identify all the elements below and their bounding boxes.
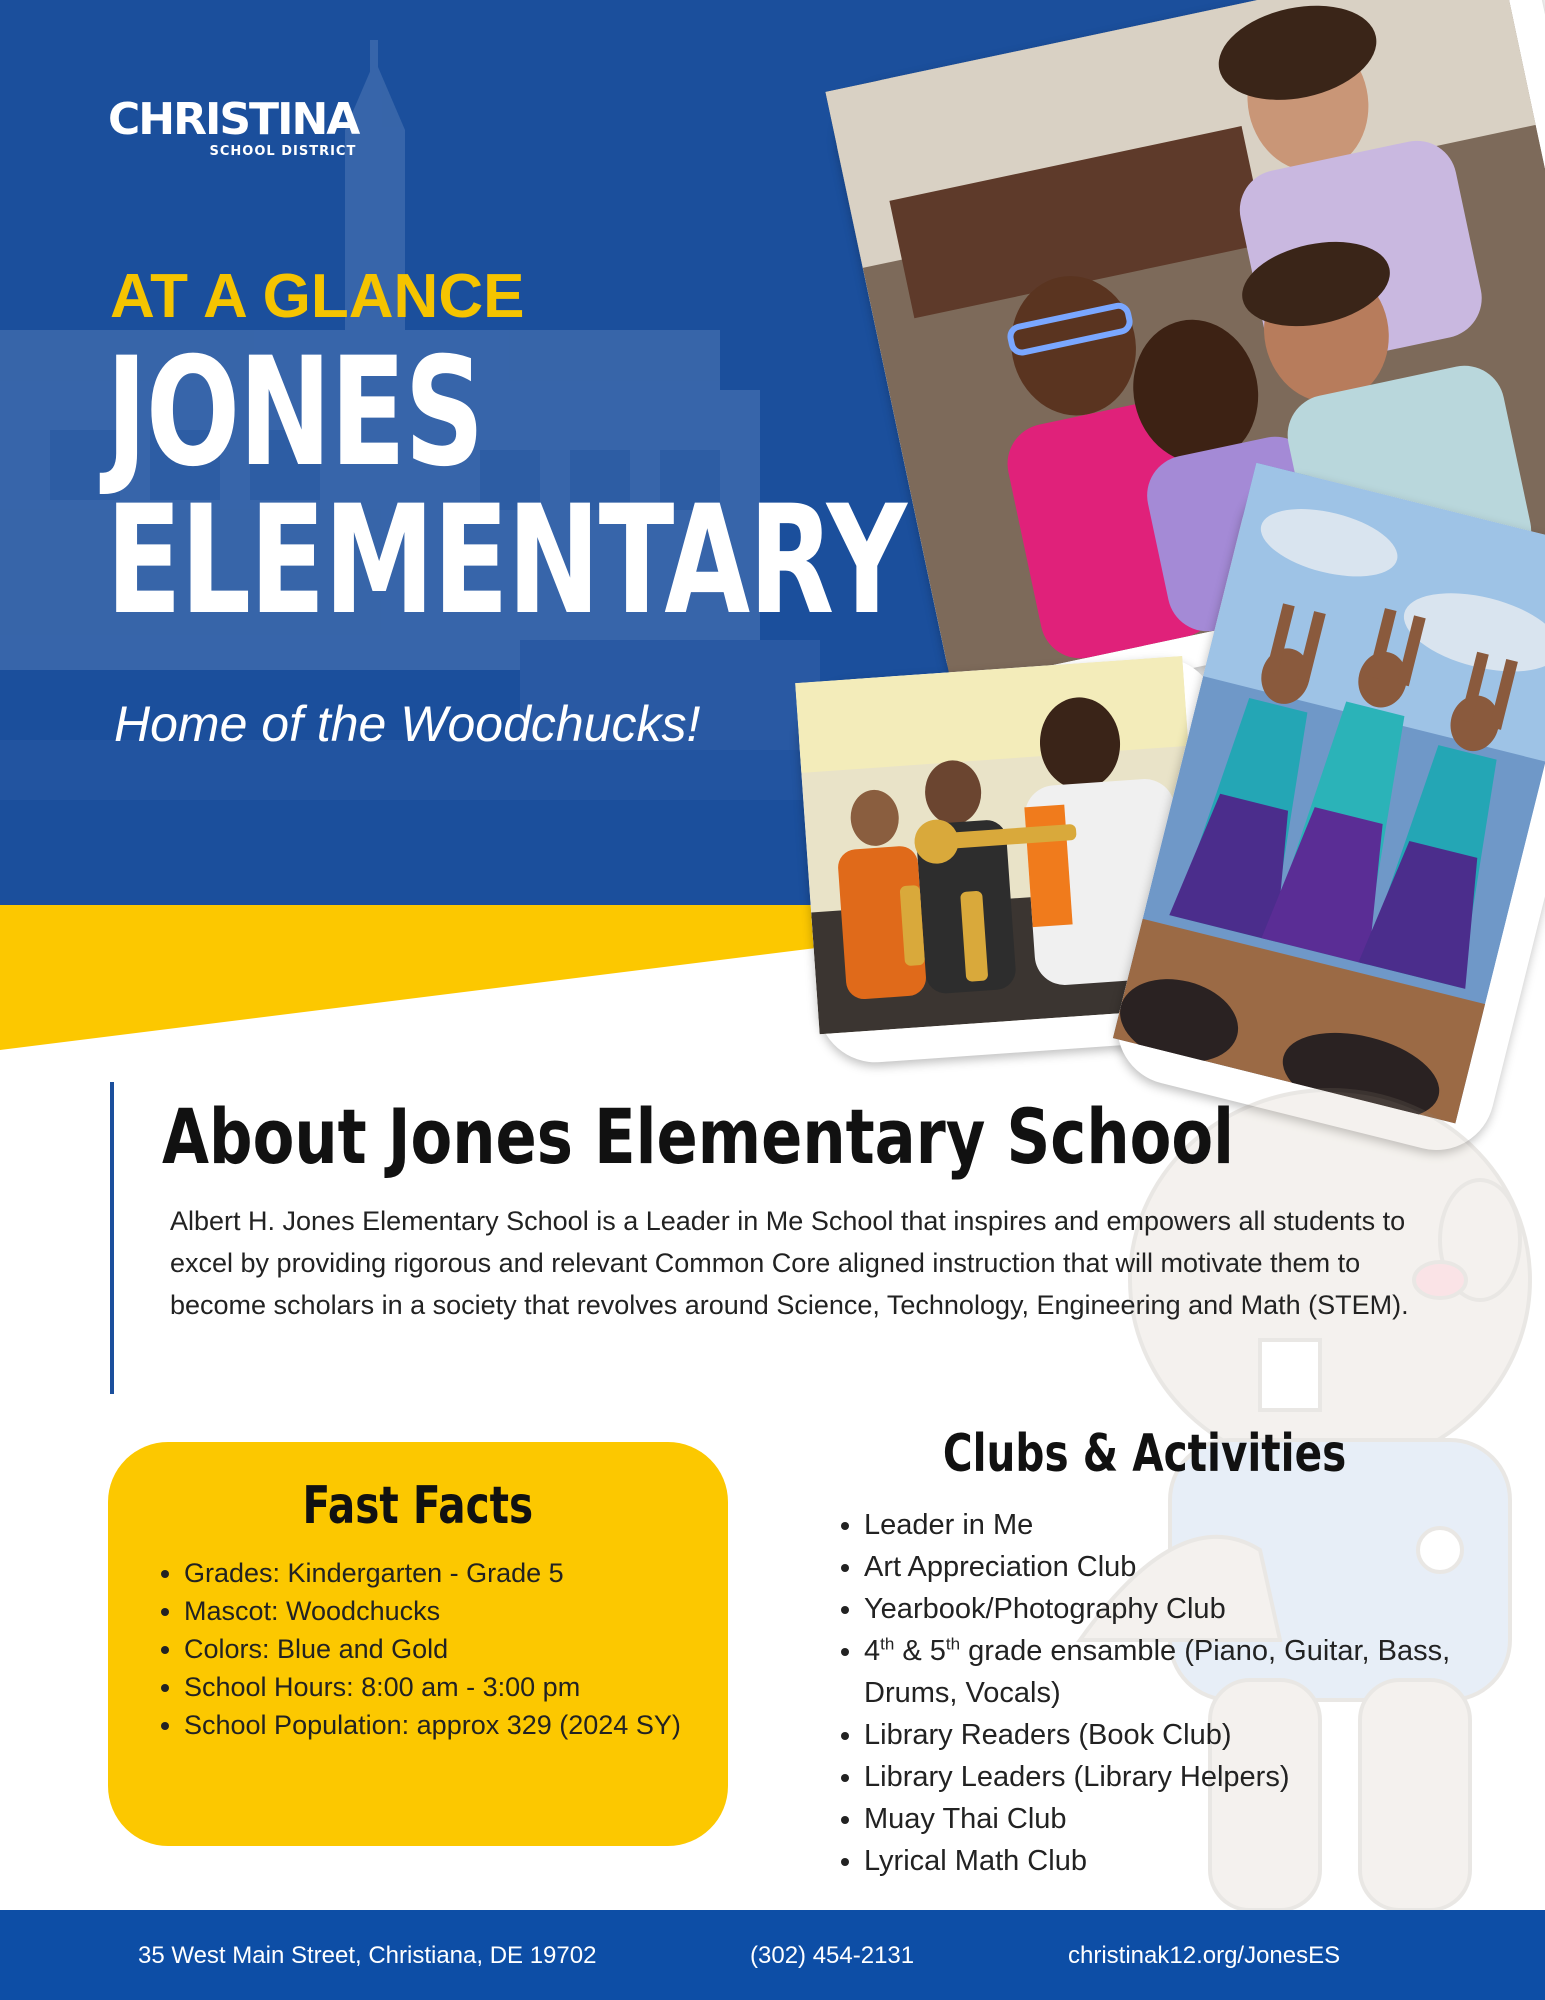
kicker-heading: AT A GLANCE	[110, 262, 525, 331]
fast-facts-heading: Fast Facts	[302, 1476, 534, 1536]
club-item: • Art Appreciation Club	[864, 1546, 1524, 1588]
school-title-line2: ELEMENTARY	[106, 474, 906, 648]
footer-phone[interactable]: (302) 454-2131	[750, 1942, 915, 1969]
school-title-line1: JONES	[106, 326, 483, 500]
club-item: • Leader in Me	[864, 1504, 1524, 1546]
club-item-ensemble	[864, 1630, 1524, 1714]
tagline: Home of the Woodchucks!	[114, 696, 701, 752]
logo-name: CHRISTINA	[108, 94, 359, 145]
fact-item: • School Population: approx 329 (2024 SY)	[184, 1706, 681, 1744]
fast-facts-list	[148, 1554, 681, 1744]
ordinal-suffix: th	[945, 1634, 961, 1654]
club-item: • Lyrical Math Club	[864, 1840, 1524, 1882]
club-item-text: 4	[864, 1635, 881, 1667]
ordinal-suffix: th	[880, 1634, 895, 1654]
club-item: • Library Leaders (Library Helpers)	[864, 1756, 1524, 1798]
fact-item: • Grades: Kindergarten - Grade 5	[184, 1554, 681, 1592]
footer-address: 35 West Main Street, Christiana, DE 19702	[138, 1942, 597, 1969]
footer-website-link[interactable]: christinak12.org/JonesES	[1068, 1942, 1341, 1969]
fact-item: • School Hours: 8:00 am - 3:00 pm	[184, 1668, 681, 1706]
fast-facts-card	[108, 1442, 728, 1846]
club-item: • Muay Thai Club	[864, 1798, 1524, 1840]
club-item-text: & 5	[894, 1635, 946, 1667]
fact-item: • Colors: Blue and Gold	[184, 1630, 681, 1668]
about-accent-bar	[110, 1082, 114, 1394]
club-item-text: grade ensamble (Piano, Guitar, Bass, Drums, Vocals)	[864, 1635, 1451, 1709]
district-logo	[108, 94, 359, 159]
about-heading: About Jones Elementary School	[162, 1092, 1234, 1181]
about-paragraph: Albert H. Jones Elementary School is a Leader in Me School that inspires and empowers all students to excel by providing rigorous and relevant Common Core aligned instruction that will motivate them to become scholars in a society that revolves around Science, Technology, Engineering and Math (STEM).	[170, 1206, 1409, 1320]
clubs-heading: Clubs & Activities	[943, 1424, 1347, 1484]
footer-bar	[0, 1910, 1545, 2000]
fact-item: • Mascot: Woodchucks	[184, 1592, 681, 1630]
club-item: • Yearbook/Photography Club	[864, 1588, 1524, 1630]
clubs-list	[828, 1504, 1524, 1882]
club-item: • Library Readers (Book Club)	[864, 1714, 1524, 1756]
logo-subtitle: SCHOOL DISTRICT	[209, 144, 357, 159]
